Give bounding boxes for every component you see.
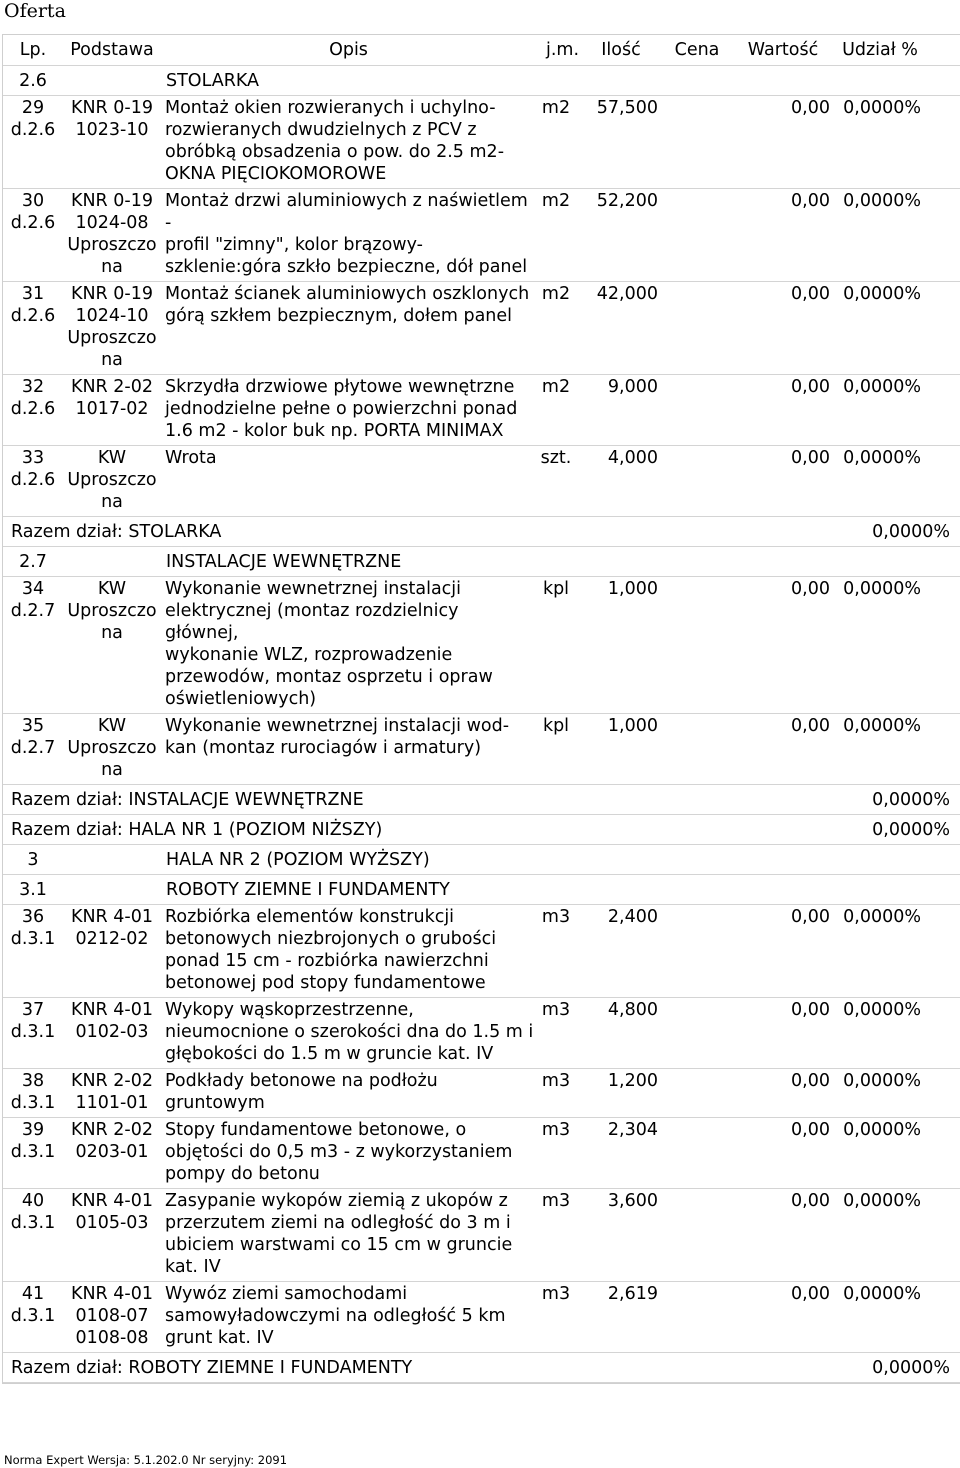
table-row xyxy=(3,1189,960,1282)
col-ilosc-header: Ilość xyxy=(601,40,641,60)
cell-podstawa-line: 0105-03 xyxy=(75,1213,149,1233)
cell-podstawa-line: KNR 0-19 xyxy=(70,284,153,304)
cell-ilosc: 1,000 xyxy=(607,716,658,736)
cell-lp-line: d.3.1 xyxy=(10,929,56,949)
cell-wartosc: 0,00 xyxy=(791,1071,830,1091)
table-row xyxy=(3,1069,960,1118)
footer-version: Norma Expert Wersja: 5.1.202.0 Nr seryjny: 2091 xyxy=(4,1453,288,1467)
cell-podstawa-line: KW xyxy=(97,716,127,736)
cell-podstawa-line: na xyxy=(101,760,123,780)
cell-podstawa-line: 0108-07 xyxy=(75,1306,149,1326)
cell-lp xyxy=(3,97,63,141)
section-header xyxy=(3,547,960,577)
cell-lp-line: 40 xyxy=(21,1191,45,1211)
col-cena-header: Cena xyxy=(674,40,720,60)
cell-opis-line: kan (montaz rurociagów i armatury) xyxy=(165,738,482,758)
cell-udzial: 0,0000% xyxy=(843,579,921,599)
cell-opis xyxy=(161,1283,536,1349)
cell-udzial: 0,0000% xyxy=(843,716,921,736)
cell-lp-line: 29 xyxy=(21,98,45,118)
cell-lp xyxy=(3,1119,63,1163)
cell-opis xyxy=(161,578,536,710)
cell-opis xyxy=(161,190,536,278)
col-udzial-header: Udział % xyxy=(842,40,918,60)
cell-opis-line: profil "zimny", kolor brązowy- xyxy=(165,235,423,255)
cell-podstawa-line: KNR 4-01 xyxy=(70,1000,153,1020)
section-header xyxy=(3,845,960,875)
cell-ilosc: 1,200 xyxy=(607,1071,658,1091)
section-total-label: Razem dział: INSTALACJE WEWNĘTRZNE xyxy=(11,789,364,810)
cell-podstawa-line: na xyxy=(101,257,123,277)
cell-jm: m2 xyxy=(541,191,571,211)
cell-opis xyxy=(161,376,536,442)
cell-podstawa-line: KNR 0-19 xyxy=(70,191,153,211)
cell-podstawa xyxy=(63,447,161,513)
cell-podstawa xyxy=(63,999,161,1043)
cell-podstawa-line: KNR 0-19 xyxy=(70,98,153,118)
cell-lp xyxy=(3,715,63,759)
section-total-value: 0,0000% xyxy=(872,521,950,542)
cell-podstawa-line: KNR 4-01 xyxy=(70,1191,153,1211)
section-name: INSTALACJE WEWNĘTRZNE xyxy=(166,551,402,572)
cell-jm: m3 xyxy=(541,1120,571,1140)
section-total-value: 0,0000% xyxy=(872,789,950,810)
cell-wartosc: 0,00 xyxy=(791,716,830,736)
cell-lp-line: 34 xyxy=(21,579,45,599)
cell-podstawa-line: 0102-03 xyxy=(75,1022,149,1042)
cell-opis-line: Montaż ścianek aluminiowych oszklonych xyxy=(165,284,530,304)
cell-podstawa xyxy=(63,1283,161,1349)
cell-podstawa xyxy=(63,1190,161,1234)
cell-opis-line: kat. IV xyxy=(165,1257,221,1277)
cell-opis xyxy=(161,906,536,994)
section-number: 2.6 xyxy=(19,70,47,91)
cell-opis-line: Rozbiórka elementów konstrukcji xyxy=(165,907,455,927)
section-total-label: Razem dział: HALA NR 1 (POZIOM NIŻSZY) xyxy=(11,819,383,840)
cell-lp xyxy=(3,376,63,420)
table-row xyxy=(3,189,960,282)
cell-jm: m3 xyxy=(541,1000,571,1020)
table-row xyxy=(3,375,960,446)
cell-opis-line: Montaż drzwi aluminiowych z naświetlem - xyxy=(165,191,528,233)
cell-podstawa-line: na xyxy=(101,350,123,370)
section-header xyxy=(3,66,960,96)
cell-podstawa-line: na xyxy=(101,623,123,643)
section-name: ROBOTY ZIEMNE I FUNDAMENTY xyxy=(166,879,450,900)
cell-wartosc: 0,00 xyxy=(791,579,830,599)
cell-ilosc: 57,500 xyxy=(596,98,658,118)
cell-opis xyxy=(161,999,536,1065)
cell-lp-line: d.2.6 xyxy=(10,306,56,326)
cell-wartosc: 0,00 xyxy=(791,1000,830,1020)
section-total xyxy=(3,517,960,547)
cell-podstawa-line: Uproszczo xyxy=(67,601,157,621)
cell-opis-line: oświetleniowych) xyxy=(165,689,317,709)
cell-opis xyxy=(161,97,536,185)
cell-opis-line: Skrzydła drzwiowe płytowe wewnętrzne xyxy=(165,377,515,397)
cell-ilosc: 52,200 xyxy=(596,191,658,211)
cell-lp-line: d.2.6 xyxy=(10,470,56,490)
cell-lp xyxy=(3,578,63,622)
table-row xyxy=(3,282,960,375)
cell-podstawa-line: 1023-10 xyxy=(75,120,149,140)
cell-podstawa-line: 1024-10 xyxy=(75,306,149,326)
cell-ilosc: 42,000 xyxy=(596,284,658,304)
cell-lp xyxy=(3,906,63,950)
cell-podstawa-line: 0203-01 xyxy=(75,1142,149,1162)
cell-podstawa-line: KNR 4-01 xyxy=(70,907,153,927)
cell-opis-line: rozwieranych dwudzielnych z PCV z xyxy=(165,120,477,140)
cell-opis-line: wykonanie WLZ, rozprowadzenie xyxy=(165,645,453,665)
cell-ilosc: 2,619 xyxy=(607,1284,658,1304)
cell-podstawa-line: KW xyxy=(97,448,127,468)
cell-lp xyxy=(3,1070,63,1114)
cell-wartosc: 0,00 xyxy=(791,191,830,211)
cell-podstawa xyxy=(63,1119,161,1163)
page-title: Oferta xyxy=(4,0,66,22)
cell-opis-line: betonowych niezbrojonych o grubości xyxy=(165,929,497,949)
cell-lp-line: d.3.1 xyxy=(10,1142,56,1162)
table-header xyxy=(3,35,960,66)
cell-opis-line: jednodzielne pełne o powierzchni ponad xyxy=(165,399,518,419)
cell-opis-line: elektrycznej (montaz rozdzielnicy głównej, xyxy=(165,601,459,643)
cell-udzial: 0,0000% xyxy=(843,1120,921,1140)
cell-lp-line: 38 xyxy=(21,1071,45,1091)
section-total xyxy=(3,785,960,815)
cell-jm: m3 xyxy=(541,907,571,927)
cell-wartosc: 0,00 xyxy=(791,1284,830,1304)
cell-podstawa-line: Uproszczo xyxy=(67,470,157,490)
cell-opis-line: Podkłady betonowe na podłożu xyxy=(165,1071,438,1091)
cell-lp-line: d.3.1 xyxy=(10,1093,56,1113)
cell-podstawa-line: KNR 2-02 xyxy=(70,377,153,397)
cell-udzial: 0,0000% xyxy=(843,1284,921,1304)
cell-udzial: 0,0000% xyxy=(843,98,921,118)
cell-udzial: 0,0000% xyxy=(843,191,921,211)
cell-opis-line: 1.6 m2 - kolor buk np. PORTA MINIMAX xyxy=(165,421,504,441)
cell-podstawa xyxy=(63,283,161,371)
cell-opis-line: objętości do 0,5 m3 - z wykorzystaniem xyxy=(165,1142,513,1162)
cell-lp-line: d.3.1 xyxy=(10,1306,56,1326)
cell-podstawa-line: Uproszczo xyxy=(67,328,157,348)
cell-opis-line: betonowej pod stopy fundamentowe xyxy=(165,973,486,993)
cell-podstawa-line: 1017-02 xyxy=(75,399,149,419)
cell-opis-line: gruntowym xyxy=(165,1093,265,1113)
section-total-label: Razem dział: STOLARKA xyxy=(11,521,222,542)
cell-opis xyxy=(161,447,536,469)
cell-jm: szt. xyxy=(540,448,572,468)
cell-wartosc: 0,00 xyxy=(791,98,830,118)
cell-lp xyxy=(3,999,63,1043)
cell-jm: kpl xyxy=(542,579,570,599)
cell-opis-line: nieumocnione o szerokości dna do 1.5 m i xyxy=(165,1022,534,1042)
table-row xyxy=(3,714,960,785)
cell-jm: m3 xyxy=(541,1071,571,1091)
cell-lp-line: d.2.7 xyxy=(10,738,56,758)
table-row xyxy=(3,577,960,714)
cell-opis-line: pompy do betonu xyxy=(165,1164,320,1184)
cell-udzial: 0,0000% xyxy=(843,448,921,468)
cell-lp-line: d.2.7 xyxy=(10,601,56,621)
cell-podstawa-line: na xyxy=(101,492,123,512)
cell-opis-line: Wrota xyxy=(165,448,217,468)
cell-lp-line: d.3.1 xyxy=(10,1022,56,1042)
table-body xyxy=(3,66,960,1383)
cell-podstawa-line: 1024-08 xyxy=(75,213,149,233)
cell-udzial: 0,0000% xyxy=(843,284,921,304)
cell-jm: kpl xyxy=(542,716,570,736)
cell-podstawa-line: 0108-08 xyxy=(75,1328,149,1348)
cell-wartosc: 0,00 xyxy=(791,284,830,304)
cell-ilosc: 3,600 xyxy=(607,1191,658,1211)
cell-wartosc: 0,00 xyxy=(791,1191,830,1211)
cell-opis-line: samowyładowczymi na odległość 5 km xyxy=(165,1306,506,1326)
cell-podstawa xyxy=(63,715,161,781)
cell-lp xyxy=(3,190,63,234)
table-row xyxy=(3,1118,960,1189)
section-name: HALA NR 2 (POZIOM WYŻSZY) xyxy=(166,849,430,870)
col-wartosc-header: Wartość xyxy=(747,40,819,60)
col-podstawa-header: Podstawa xyxy=(70,40,154,60)
cell-lp-line: d.3.1 xyxy=(10,1213,56,1233)
cell-udzial: 0,0000% xyxy=(843,1191,921,1211)
cell-podstawa-line: KNR 4-01 xyxy=(70,1284,153,1304)
cell-lp-line: 31 xyxy=(21,284,45,304)
cell-wartosc: 0,00 xyxy=(791,1120,830,1140)
cell-opis xyxy=(161,1119,536,1185)
cell-opis-line: ubiciem warstwami co 15 cm w gruncie xyxy=(165,1235,513,1255)
cell-lp-line: 32 xyxy=(21,377,45,397)
cell-opis-line: górą szkłem bezpiecznym, dołem panel xyxy=(165,306,513,326)
cell-podstawa-line: KNR 2-02 xyxy=(70,1120,153,1140)
cell-wartosc: 0,00 xyxy=(791,907,830,927)
cell-podstawa xyxy=(63,97,161,141)
cell-opis xyxy=(161,283,536,327)
table-row xyxy=(3,96,960,189)
section-header xyxy=(3,875,960,905)
section-total xyxy=(3,815,960,845)
cell-ilosc: 9,000 xyxy=(607,377,658,397)
table-row xyxy=(3,446,960,517)
cell-lp-line: 33 xyxy=(21,448,45,468)
cell-podstawa xyxy=(63,376,161,420)
cell-lp-line: 39 xyxy=(21,1120,45,1140)
cell-wartosc: 0,00 xyxy=(791,377,830,397)
cell-ilosc: 1,000 xyxy=(607,579,658,599)
cell-udzial: 0,0000% xyxy=(843,907,921,927)
cell-lp xyxy=(3,283,63,327)
table-row xyxy=(3,1282,960,1353)
cell-podstawa xyxy=(63,1070,161,1114)
cell-opis-line: Zasypanie wykopów ziemią z ukopów z xyxy=(165,1191,508,1211)
cell-opis-line: przerzutem ziemi na odległość do 3 m i xyxy=(165,1213,511,1233)
cell-wartosc: 0,00 xyxy=(791,448,830,468)
cell-opis-line: Wykonanie wewnetrznej instalacji wod- xyxy=(165,716,510,736)
cell-opis xyxy=(161,1070,536,1114)
cell-podstawa-line: Uproszczo xyxy=(67,235,157,255)
table-row xyxy=(3,905,960,998)
section-total-label: Razem dział: ROBOTY ZIEMNE I FUNDAMENTY xyxy=(11,1357,413,1378)
cell-udzial: 0,0000% xyxy=(843,1000,921,1020)
cell-ilosc: 2,304 xyxy=(607,1120,658,1140)
cell-lp-line: 30 xyxy=(21,191,45,211)
col-opis-header: Opis xyxy=(329,40,368,60)
cell-opis-line: szklenie:góra szkło bezpieczne, dół panel xyxy=(165,257,528,277)
cell-opis-line: Wykonanie wewnetrznej instalacji xyxy=(165,579,462,599)
section-number: 3 xyxy=(27,849,39,870)
cell-jm: m2 xyxy=(541,284,571,304)
cell-opis xyxy=(161,1190,536,1278)
col-lp-header: Lp. xyxy=(19,40,47,60)
cell-lp-line: d.2.6 xyxy=(10,399,56,419)
cell-opis-line: Wywóz ziemi samochodami xyxy=(165,1284,408,1304)
cell-jm: m2 xyxy=(541,377,571,397)
cell-lp-line: 36 xyxy=(21,907,45,927)
cell-podstawa-line: KW xyxy=(97,579,127,599)
cell-lp-line: 37 xyxy=(21,1000,45,1020)
section-total xyxy=(3,1353,960,1383)
cell-podstawa-line: Uproszczo xyxy=(67,738,157,758)
cell-podstawa-line: KNR 2-02 xyxy=(70,1071,153,1091)
table-row xyxy=(3,998,960,1069)
cell-podstawa xyxy=(63,190,161,278)
cell-opis-line: Stopy fundamentowe betonowe, o xyxy=(165,1120,467,1140)
cell-lp-line: d.2.6 xyxy=(10,213,56,233)
cell-lp xyxy=(3,447,63,491)
cell-jm: m3 xyxy=(541,1284,571,1304)
cell-ilosc: 2,400 xyxy=(607,907,658,927)
cell-jm: m3 xyxy=(541,1191,571,1211)
cell-opis-line: ponad 15 cm - rozbiórka nawierzchni xyxy=(165,951,489,971)
cell-opis-line: przewodów, montaz osprzetu i opraw xyxy=(165,667,493,687)
cell-opis-line: obróbką obsadzenia o pow. do 2.5 m2- xyxy=(165,142,505,162)
cell-udzial: 0,0000% xyxy=(843,377,921,397)
section-number: 2.7 xyxy=(19,551,47,572)
cell-lp-line: 41 xyxy=(21,1284,45,1304)
cell-lp xyxy=(3,1283,63,1327)
section-number: 3.1 xyxy=(19,879,47,900)
section-total-value: 0,0000% xyxy=(872,1357,950,1378)
cell-jm: m2 xyxy=(541,98,571,118)
cell-opis-line: Montaż okien rozwieranych i uchylno- xyxy=(165,98,496,118)
cell-podstawa-line: 1101-01 xyxy=(75,1093,149,1113)
cell-opis-line: głębokości do 1.5 m w gruncie kat. IV xyxy=(165,1044,494,1064)
cell-udzial: 0,0000% xyxy=(843,1071,921,1091)
cell-lp xyxy=(3,1190,63,1234)
cell-ilosc: 4,800 xyxy=(607,1000,658,1020)
cell-lp-line: 35 xyxy=(21,716,45,736)
cell-ilosc: 4,000 xyxy=(607,448,658,468)
cell-opis-line: Wykopy wąskoprzestrzenne, xyxy=(165,1000,414,1020)
cell-podstawa xyxy=(63,578,161,644)
cell-lp-line: d.2.6 xyxy=(10,120,56,140)
offer-table xyxy=(2,34,960,1384)
col-jm-header: j.m. xyxy=(546,40,580,60)
cell-podstawa-line: 0212-02 xyxy=(75,929,149,949)
cell-opis-line: grunt kat. IV xyxy=(165,1328,274,1348)
cell-podstawa xyxy=(63,906,161,950)
cell-opis-line: OKNA PIĘCIOKOMOROWE xyxy=(165,164,387,184)
cell-opis xyxy=(161,715,536,759)
section-name: STOLARKA xyxy=(166,70,259,91)
section-total-value: 0,0000% xyxy=(872,819,950,840)
